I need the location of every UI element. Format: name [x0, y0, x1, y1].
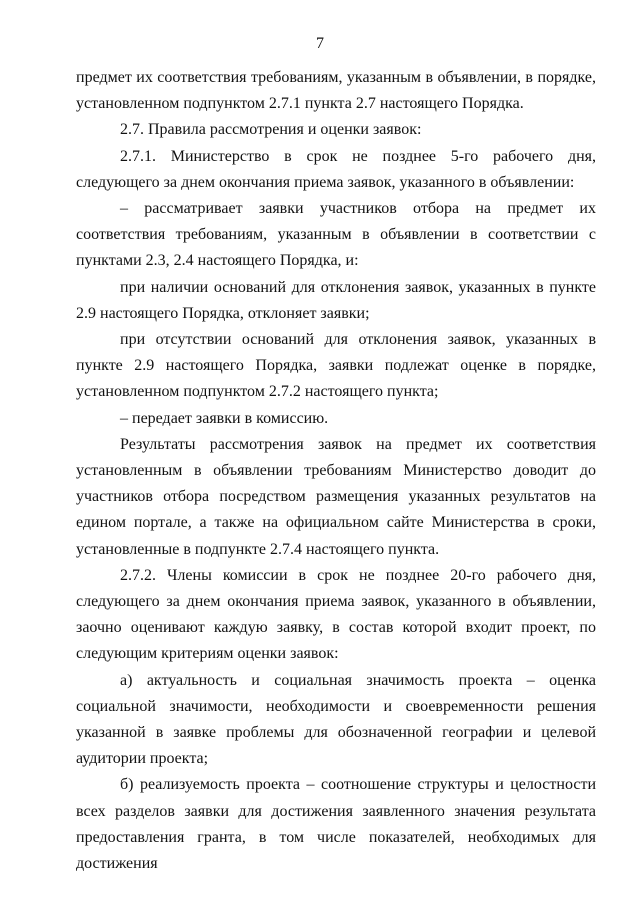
- paragraph: Результаты рассмотрения заявок на предмет их соответствия установленным в объявлении требованиям Министерство доводит до участников отбора посредством размещения указанных результатов на едином портале, а также на официальном сайте Министерства в сроки, установленные в подпункте 2.7.4 настоящего пункта.: [76, 435, 596, 558]
- paragraph-criterion: а) актуальность и социальная значимость проекта – оценка социальной значимости, необходимости и своевременности решения указанной в заявке проблемы для обозначенной географии и целевой аудитории проекта;: [76, 671, 596, 768]
- paragraph-criterion: б) реализуемость проекта – соотношение структуры и целостности всех разделов заявки для достижения заявленного значения результата предоставления гранта, в том числе показателей, необходимых для достижения: [76, 776, 596, 873]
- paragraph-list-item: – рассматривает заявки участников отбора на предмет их соответствия требованиям, указанным в объявлении в соответствии с пунктами 2.3, 2.4 настоящего Порядка, и:: [76, 200, 596, 270]
- paragraph-section-heading: 2.7. Правила рассмотрения и оценки заявок:: [120, 121, 422, 139]
- document-body: [76, 65, 596, 877]
- paragraph-continuation: предмет их соответствия требованиям, указанным в объявлении, в порядке, установленном подпунктом 2.7.1 пункта 2.7 настоящего Порядка.: [76, 69, 596, 113]
- paragraph-subsection: 2.7.1. Министерство в срок не позднее 5-го рабочего дня, следующего за днем окончания приема заявок, указанного в объявлении:: [76, 147, 596, 191]
- page-number: 7: [316, 35, 324, 52]
- paragraph-list-item: – передает заявки в комиссию.: [120, 409, 329, 427]
- paragraph-condition: при наличии оснований для отклонения заявок, указанных в пункте 2.9 настоящего Порядка, отклоняет заявки;: [76, 278, 596, 322]
- paragraph-condition: при отсутствии оснований для отклонения заявок, указанных в пункте 2.9 настоящего Порядка, заявки подлежат оценке в порядке, установленном подпунктом 2.7.2 настоящего пункта;: [76, 331, 596, 401]
- paragraph-subsection: 2.7.2. Члены комиссии в срок не позднее 20-го рабочего дня, следующего за днем окончания приема заявок, указанного в объявлении, заочно оценивают каждую заявку, в состав которой входит проект, по следующим критериям оценки заявок:: [76, 566, 596, 663]
